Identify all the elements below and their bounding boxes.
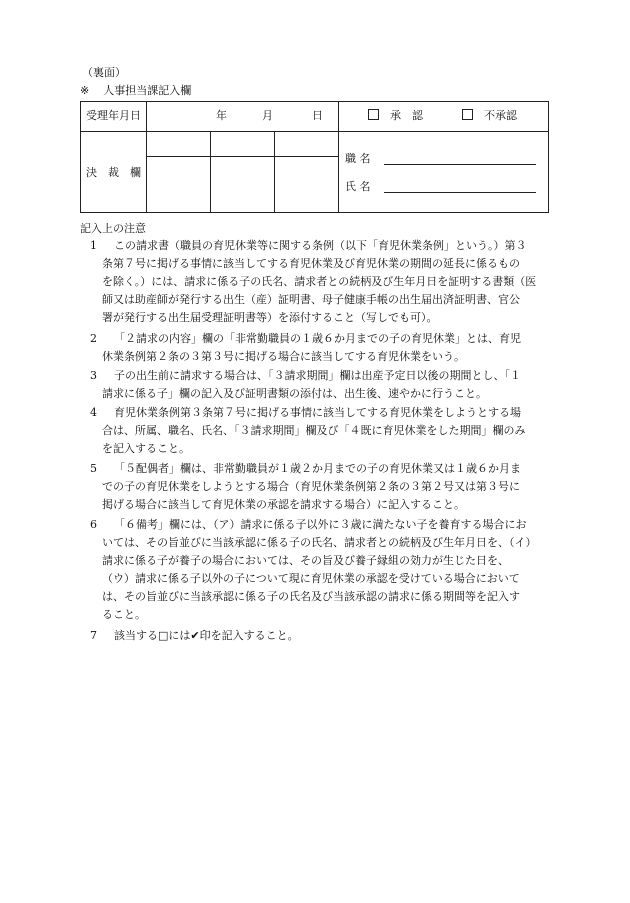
- note-line: 育児休業条例第３条第７号に掲げる事情に該当してする育児休業をしようとする場: [114, 406, 521, 419]
- section-heading: [80, 84, 191, 98]
- approve-option[interactable]: [368, 109, 423, 123]
- disapprove-checkbox[interactable]: [462, 109, 473, 120]
- col-divider: [338, 101, 339, 213]
- note-number: 1: [90, 239, 97, 252]
- note-line: 子の出生前に請求する場合は、「３請求期間」欄は出産予定日以後の期間とし、「１: [114, 369, 521, 382]
- year-label: 年: [216, 109, 227, 122]
- approve-checkbox[interactable]: [368, 109, 379, 120]
- note-line: 該当する□には✔印を記入すること。: [114, 629, 299, 642]
- note-mark: ※: [80, 84, 90, 97]
- note-line: 掲げる場合に該当して育児休業の承認を請求する場合）に記入すること。: [102, 498, 465, 511]
- grid-line: [274, 131, 275, 213]
- disapprove-option[interactable]: [462, 109, 517, 123]
- note-line: 請求に係る子」欄の記入及び証明書類の添付は、出生後、速やかに行うこと。: [102, 387, 487, 400]
- position-label: 職 名: [345, 152, 371, 165]
- note-line: 「２請求の内容」欄の「非常勤職員の１歳６か月までの子の育児休業」とは、育児: [114, 332, 521, 345]
- note-line: 「６備考」欄には、（ア）請求に係る子以外に３歳に満たない子を養育する場合にお: [114, 518, 527, 531]
- disapprove-label: 不承認: [484, 109, 517, 122]
- note-line: を除く。）には、請求に係る子の氏名、請求者との続柄及び生年月日を証明する書類（医: [102, 275, 537, 288]
- note-line: 署が発行する出生届受理証明書等）を添付すること（写しでも可）。: [102, 311, 438, 324]
- notes-title: 記入上の注意: [80, 222, 146, 235]
- decision-label: 決 裁 欄: [86, 166, 141, 179]
- note-line: 「５配偶者」欄は、非常勤職員が１歳２か月までの子の育児休業又は１歳６か月ま: [114, 462, 521, 475]
- note-line: いては、その旨並びに当該承認に係る子の氏名、請求者との続柄及び生年月日を、（イ）: [102, 536, 537, 549]
- note-line: 師又は助産師が発行する出生（産）証明書、母子健康手帳の出生届出済証明書、官公: [102, 293, 520, 306]
- note-line: （ウ）請求に係る子以外の子について現に育児休業の承認を受けている場合において: [102, 572, 520, 585]
- note-number: 3: [90, 369, 97, 382]
- note-line: 合は、所属、職名、氏名、「３請求期間」欄及び「４既に育児休業をした期間」欄のみ: [102, 424, 526, 437]
- section-title: 人事担当課記入欄: [103, 84, 192, 97]
- approve-label: 承 認: [390, 109, 423, 122]
- note-line: は、その旨並びに当該承認に係る子の氏名及び当該承認の請求に係る期間等を記入す: [102, 590, 520, 603]
- note-line: ること。: [102, 608, 146, 621]
- col-divider: [146, 101, 147, 213]
- note-line: での子の育児休業をしようとする場合（育児休業条例第２条の３第２号又は第３号に: [102, 480, 520, 493]
- note-number: 2: [90, 332, 97, 345]
- grid-line: [146, 156, 338, 157]
- note-line: 休業条例第２条の３第３号に掲げる場合に該当してする育児休業をいう。: [102, 350, 465, 363]
- note-line: を記入すること。: [102, 442, 190, 455]
- grid-line: [210, 131, 211, 213]
- position-underline[interactable]: [384, 164, 536, 165]
- note-line: 条第７号に掲げる事情に該当してする育児休業及び育児休業の期間の延長に係るもの: [102, 257, 520, 270]
- note-number: 7: [90, 629, 97, 642]
- note-line: 請求に係る子が養子の場合においては、その旨及び養子縁組の効力が生じた日を、: [102, 554, 509, 567]
- note-number: 5: [90, 462, 97, 475]
- note-number: 4: [90, 406, 97, 419]
- day-label: 日: [312, 109, 323, 122]
- received-date-label: 受理年月日: [86, 109, 141, 122]
- note-number: 6: [90, 518, 97, 531]
- note-line: この請求書（職員の育児休業等に関する条例（以下「育児休業条例」という。）第３: [114, 239, 527, 252]
- back-side-label: （裏面）: [82, 66, 126, 79]
- name-underline[interactable]: [384, 192, 536, 193]
- month-label: 月: [262, 109, 273, 122]
- row-divider: [80, 131, 549, 132]
- name-label: 氏 名: [345, 180, 371, 193]
